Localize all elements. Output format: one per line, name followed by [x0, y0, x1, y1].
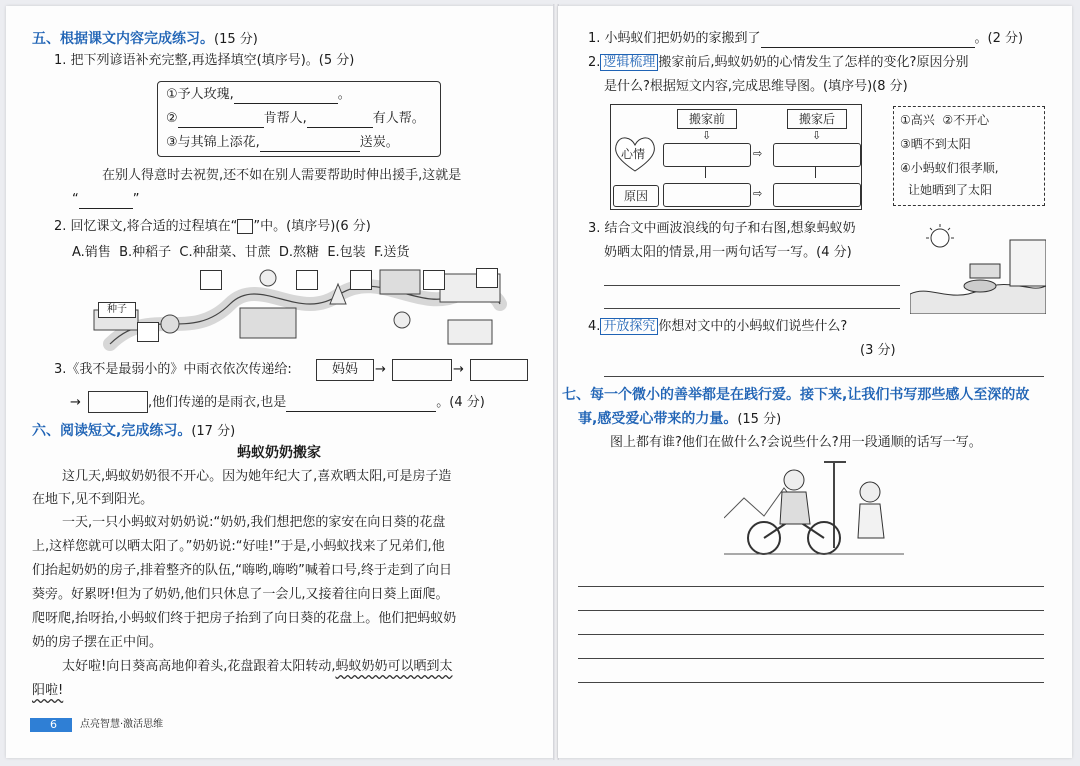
story-title: 蚂蚁奶奶搬家 — [237, 445, 321, 461]
proverb-box — [157, 81, 441, 157]
down-arrow-icon: ⇩ — [812, 129, 822, 142]
q2-text-a: 2. 回忆课文,将合适的过程填在“ — [54, 219, 238, 234]
answer-line[interactable] — [604, 376, 1044, 377]
story-line-text: 太好啦!向日葵高高地仰着头,花盘跟着太阳转动, — [62, 659, 336, 674]
process-box-1[interactable] — [137, 322, 159, 342]
q3-first-box: 妈妈 — [316, 359, 374, 381]
right-arrow-icon: → — [375, 362, 386, 377]
r1-points: 。(2 分) — [974, 31, 1024, 46]
r1-line — [588, 30, 1023, 48]
r4-num: 4. — [588, 319, 601, 334]
down-arrow-icon: ⇩ — [702, 129, 712, 142]
section-7-title-end: 事,感受爱心带来的力量。 — [578, 411, 738, 427]
story-line: 在地下,见不到阳光。 — [32, 492, 154, 507]
section-6-points: (17 分) — [191, 424, 236, 439]
q3-line2-text: ,他们传递的是雨衣,也是 — [148, 395, 287, 410]
after-label: 搬家后 — [787, 109, 847, 129]
helping-scene-illustration — [724, 458, 904, 562]
section-6-title: 六、阅读短文,完成练习。 — [32, 423, 192, 439]
proverb-2-blank-b[interactable] — [307, 113, 373, 128]
section-5-title: 五、根据课文内容完成练习。 — [32, 31, 214, 47]
r2-num: 2. — [588, 55, 601, 70]
option-a: A.销售 — [72, 245, 111, 260]
open-quote: “ — [72, 192, 79, 207]
q3-answer-box-1[interactable] — [392, 359, 452, 381]
process-box-2[interactable] — [200, 270, 222, 290]
proverb-2-blank-a[interactable] — [178, 113, 264, 128]
footer-slogan: 点亮智慧·激活思维 — [80, 719, 164, 730]
logic-tag: 逻辑梳理 — [600, 54, 658, 71]
section-5-heading — [32, 30, 258, 49]
proverb-3-blank[interactable] — [260, 137, 360, 152]
right-arrow-icon: ⇨ — [753, 187, 763, 200]
writing-line[interactable] — [578, 586, 1044, 587]
section-7-heading-line2 — [578, 410, 781, 429]
story-line: 葵旁。好累呀!但为了奶奶,他们只休息了一会儿,又接着往向日葵上面爬。 — [32, 587, 449, 602]
proverb-3 — [166, 134, 399, 152]
story-line: 这几天,蚂蚁奶奶很不开心。因为她年纪大了,喜欢晒太阳,可是房子造 — [62, 469, 452, 484]
r2-text-a: 搬家前后,蚂蚁奶奶的心情发生了怎样的变化?原因分别 — [658, 55, 969, 70]
mood-label: 心情 — [621, 147, 646, 161]
r3-line2: 奶晒太阳的情景,用一两句话写一写。(4 分) — [604, 245, 852, 260]
section-6-heading — [32, 422, 235, 441]
connector — [705, 166, 706, 178]
proverb-1-text: ①予人玫瑰, — [166, 87, 234, 102]
section-5-points: (15 分) — [214, 32, 258, 47]
option-e: E.包装 — [327, 245, 366, 260]
r4-points: (3 分) — [860, 343, 896, 358]
q3-answer-box-2[interactable] — [470, 359, 528, 381]
r4-text: 你想对文中的小蚂蚁们说些什么? — [658, 319, 848, 334]
story-line: 一天,一只小蚂蚁对奶奶说:“奶奶,我们想把您的家安在向日葵的花盘 — [62, 515, 446, 530]
section-7-heading-line1: 七、每一个微小的善举都是在践行爱。接下来,让我们书写那些感人至深的故 — [562, 387, 1030, 403]
proverb-1 — [166, 86, 351, 104]
reason-label: 原因 — [613, 185, 659, 207]
mood-before-box[interactable] — [663, 143, 751, 167]
choice-4: ④小蚂蚁们很孝顺, — [900, 161, 999, 175]
choice-1: ①高兴 — [900, 113, 935, 127]
section-7-points: (15 分) — [737, 412, 782, 427]
choice-3: ③晒不到太阳 — [900, 137, 971, 151]
story-line — [32, 682, 63, 700]
proverb-3-text: ③与其锦上添花, — [166, 135, 260, 150]
wavy-underlined-sentence: 蚂蚁奶奶可以晒到太 — [335, 659, 453, 674]
q2-text-b: ”中。(填序号)(6 分) — [253, 219, 371, 234]
option-c: C.种甜菜、甘蔗 — [179, 245, 271, 260]
option-d: D.熬糖 — [278, 245, 320, 260]
section-7-prompt: 图上都有谁?他们在做什么?会说些什么?用一段通顺的话写一写。 — [610, 435, 982, 450]
q1-instruction: 1. 把下列谚语补充完整,再选择填空(填序号)。(5 分) — [54, 53, 355, 68]
proverb-2 — [166, 110, 425, 128]
story-line — [62, 658, 453, 676]
r1-text: 1. 小蚂蚁们把奶奶的家搬到了 — [588, 31, 761, 46]
explore-tag: 开放探究 — [600, 318, 658, 335]
story-line: 爬呀爬,抬呀抬,小蚂蚁们终于把房子抬到了向日葵的花盘上。他们把蚂蚁奶 — [32, 611, 457, 626]
writing-line[interactable] — [578, 658, 1044, 659]
reason-before-box[interactable] — [663, 183, 751, 207]
seed-sign: 种子 — [98, 302, 136, 318]
q3-points: 。(4 分) — [436, 395, 485, 410]
choice-4-cont: 让她晒到了太阳 — [908, 183, 993, 197]
right-arrow-icon: ⇨ — [753, 147, 763, 160]
choice-2: ②不开心 — [942, 113, 990, 127]
option-f: F.送货 — [373, 245, 410, 260]
story-line: 上,这样您就可以晒太阳了。”奶奶说:“好哇!”于是,小蚂蚁找来了兄弟们,他 — [32, 539, 445, 554]
q1-sentence-line1: 在别人得意时去祝贺,还不如在别人需要帮助时伸出援手,这就是 — [102, 168, 462, 183]
story-line: 们抬起奶奶的房子,排着整齐的队伍,“嗨哟,嗨哟”喊着口号,终于走到了向日 — [32, 563, 452, 578]
choices-box — [893, 106, 1045, 206]
q3-line2 — [148, 394, 485, 412]
answer-line[interactable] — [604, 308, 900, 309]
story-line: 奶的房子摆在正中间。 — [32, 635, 163, 650]
proverb-2-mid: 肯帮人, — [263, 111, 307, 126]
proverb-3-end: 送炭。 — [359, 135, 399, 150]
process-box-4[interactable] — [350, 270, 372, 290]
wavy-underlined-end: 阳啦! — [32, 683, 64, 698]
q3-instruction: 3.《我不是最弱小的》中雨衣依次传递给: — [54, 362, 292, 377]
r3-line1: 3. 结合文中画波浪线的句子和右图,想象蚂蚁奶 — [588, 221, 856, 236]
connector — [815, 166, 816, 178]
empty-box-icon — [237, 219, 253, 234]
close-quote: ” — [132, 192, 140, 207]
answer-line[interactable] — [604, 285, 900, 286]
q2-instruction — [54, 218, 371, 236]
reason-after-box[interactable] — [773, 183, 861, 207]
r2-line1 — [588, 54, 968, 72]
writing-line[interactable] — [578, 610, 1044, 611]
right-arrow-icon: → — [70, 395, 81, 410]
option-b: B.种稻子 — [119, 245, 172, 260]
process-box-3[interactable] — [296, 270, 318, 290]
process-box-5[interactable] — [423, 270, 445, 290]
q2-options — [72, 244, 409, 262]
mood-after-box[interactable] — [773, 143, 861, 167]
proverb-2-end: 有人帮。 — [372, 111, 425, 126]
q1-answer-blank[interactable] — [79, 194, 133, 209]
process-box-6[interactable] — [476, 268, 498, 288]
before-label: 搬家前 — [677, 109, 737, 129]
q3-answer-box-3[interactable] — [88, 391, 148, 413]
page-number-tab: 6 — [30, 718, 72, 732]
mind-map — [610, 104, 862, 210]
writing-line[interactable] — [578, 634, 1044, 635]
choices-line1 — [900, 111, 989, 129]
proverb-1-end: 。 — [337, 87, 351, 102]
r1-answer-blank[interactable] — [761, 33, 975, 48]
ant-sunbathing-illustration — [910, 224, 1046, 314]
q3-answer-blank[interactable] — [286, 397, 436, 412]
q1-sentence-line2 — [72, 191, 140, 209]
writing-line[interactable] — [578, 682, 1044, 683]
proverb-2-num: ② — [166, 111, 178, 126]
r2-line2: 是什么?根据短文内容,完成思维导图。(填序号)(8 分) — [604, 79, 908, 94]
proverb-1-blank[interactable] — [234, 89, 338, 104]
r4-line — [588, 318, 847, 336]
right-arrow-icon: → — [453, 362, 464, 377]
